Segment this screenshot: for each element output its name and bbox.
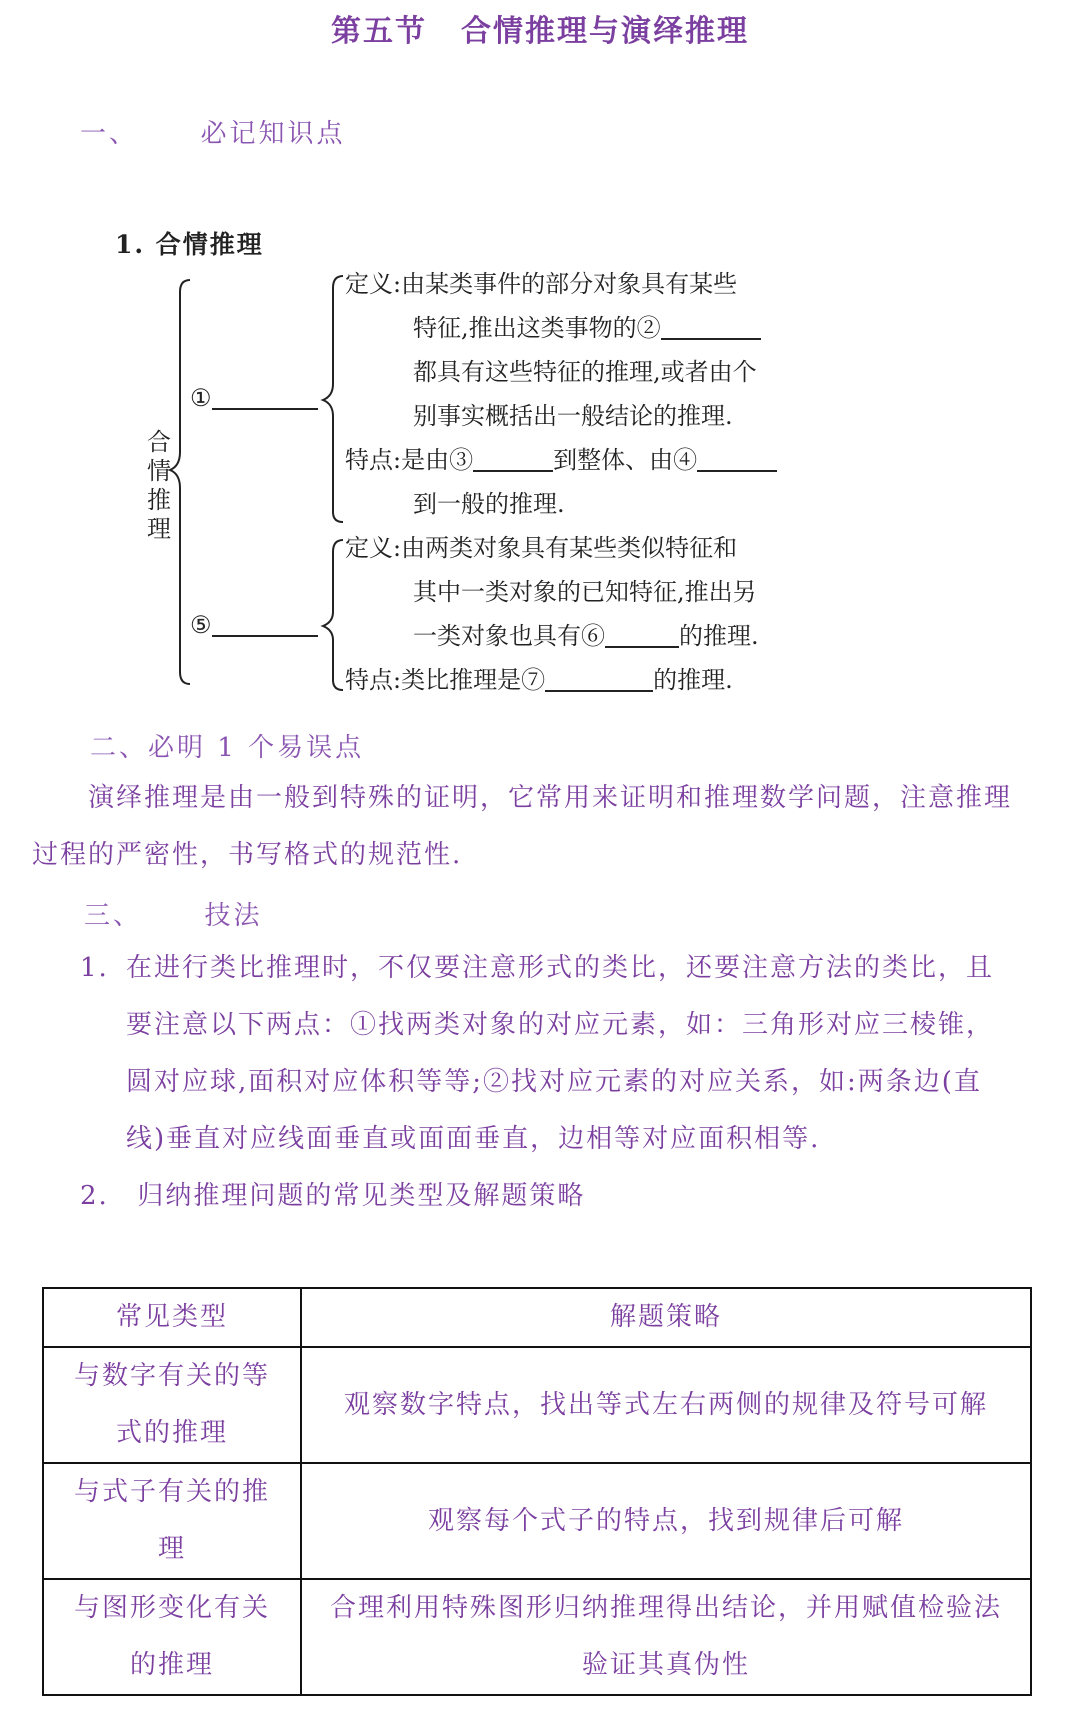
section1-number: 一、 <box>80 119 139 149</box>
answer-blank <box>605 616 679 648</box>
feature-text: 到整体、由④ <box>553 446 698 474</box>
cell-line: 与图形变化有关 <box>73 1593 270 1623</box>
answer-blank <box>661 308 761 340</box>
feature-text: 是由③ <box>401 446 474 474</box>
cell-line: 观察数字特点，找出等式左右两侧的规律及符号可解 <box>343 1389 988 1420</box>
item-line: 在进行类比推理时，不仅要注意形式的类比，还要注意方法的类比，且 <box>126 953 995 983</box>
page-title <box>0 6 1080 50</box>
cell-line: 式的推理 <box>115 1418 228 1448</box>
branch1-feature <box>345 438 777 482</box>
definition-line: 都具有这些特征的推理,或者由个 <box>413 358 757 386</box>
branch1-marker-symbol: ① <box>190 384 212 412</box>
strategy-table <box>42 1287 1032 1696</box>
answer-blank <box>212 378 318 410</box>
definition-text: 的推理. <box>679 622 759 650</box>
answer-blank <box>473 440 553 472</box>
definition-line: 其中一类对象的已知特征,推出另 <box>413 578 757 606</box>
definition-label: 定义: <box>345 270 402 298</box>
feature-text: 的推理. <box>653 666 733 694</box>
definition-line <box>345 306 777 350</box>
table-cell-type <box>43 1579 301 1695</box>
item-line: 要注意以下两点：①找两类对象的对应元素，如：三角形对应三棱锥， <box>126 1010 995 1040</box>
table-cell-strategy <box>301 1463 1031 1579</box>
section3-heading <box>84 895 263 932</box>
section3-number: 三、 <box>84 901 143 931</box>
concept-diagram <box>0 262 1080 702</box>
section1-heading <box>80 113 346 150</box>
table-header-type: 常见类型 <box>43 1288 301 1347</box>
section3-label: 技法 <box>204 901 263 931</box>
technique-item-2 <box>80 1168 1070 1225</box>
definition-line: 由两类对象具有某些类似特征和 <box>401 534 738 562</box>
section2-paragraph <box>32 770 1052 884</box>
definition-label: 定义: <box>345 534 402 562</box>
cell-line: 的推理 <box>129 1650 214 1680</box>
table-cell-type <box>43 1347 301 1463</box>
title-text: 合情推理与演绎推理 <box>461 14 749 49</box>
item-number: 2. <box>80 1181 109 1211</box>
table-header-row <box>43 1288 1031 1347</box>
section2-heading: 二、必明 1 个易误点 <box>90 733 365 763</box>
table-row <box>43 1347 1031 1463</box>
branch2-feature <box>345 658 759 702</box>
table-cell-strategy <box>301 1579 1031 1695</box>
cell-line: 观察每个式子的特点，找到规律后可解 <box>427 1505 904 1536</box>
table-cell-type <box>43 1463 301 1579</box>
paragraph-line: 演绎推理是由一般到特殊的证明，它常用来证明和推理数学问题，注意推理 <box>88 783 1013 813</box>
table-cell-strategy <box>301 1347 1031 1463</box>
branch2-definition <box>345 526 759 570</box>
section1-label: 必记知识点 <box>200 119 346 149</box>
answer-blank <box>212 605 318 637</box>
item-line: 圆对应球,面积对应体积等等;②找对应元素的对应关系，如:两条边(直 <box>126 1067 982 1097</box>
paragraph-line: 过程的严密性，书写格式的规范性. <box>32 840 463 870</box>
item-number: 1. <box>80 953 109 983</box>
branch2-marker-symbol: ⑤ <box>190 611 212 639</box>
title-section-number: 第五节 <box>331 14 427 49</box>
item-text: 归纳推理问题的常见类型及解题策略 <box>137 1181 586 1211</box>
cell-line: 与数字有关的等 <box>73 1361 270 1391</box>
feature-label: 特点: <box>345 666 402 694</box>
table-header-strategy: 解题策略 <box>301 1288 1031 1347</box>
table-row <box>43 1463 1031 1579</box>
cell-line: 理 <box>157 1534 186 1564</box>
definition-line <box>345 614 759 658</box>
definition-text: 一类对象也具有⑥ <box>413 622 605 650</box>
answer-blank <box>545 660 653 692</box>
branch1-definition <box>345 262 777 306</box>
branch1-marker <box>190 378 318 412</box>
cell-line: 验证其真伪性 <box>581 1650 750 1680</box>
item-line: 线)垂直对应线面垂直或面面垂直，边相等对应面积相等. <box>126 1124 821 1154</box>
definition-line: 由某类事件的部分对象具有某些 <box>401 270 738 298</box>
branch1-content <box>345 262 777 526</box>
cell-line: 合理利用特殊图形归纳推理得出结论，并用赋值检验法 <box>329 1593 1002 1623</box>
feature-label: 特点: <box>345 446 402 474</box>
feature-line: 到一般的推理. <box>413 490 565 518</box>
definition-text: 特征,推出这类事物的② <box>413 314 661 342</box>
branch2-marker <box>190 605 318 639</box>
branch2-content <box>345 526 759 702</box>
subsection-heading: 1. 合情推理 <box>115 230 264 259</box>
root-label: 合情推理 <box>147 428 171 543</box>
cell-line: 与式子有关的推 <box>73 1477 270 1507</box>
technique-item-1 <box>80 940 1070 1168</box>
answer-blank <box>697 440 777 472</box>
table-row <box>43 1579 1031 1695</box>
feature-text: 类比推理是⑦ <box>401 666 546 694</box>
definition-line: 别事实概括出一般结论的推理. <box>413 402 733 430</box>
